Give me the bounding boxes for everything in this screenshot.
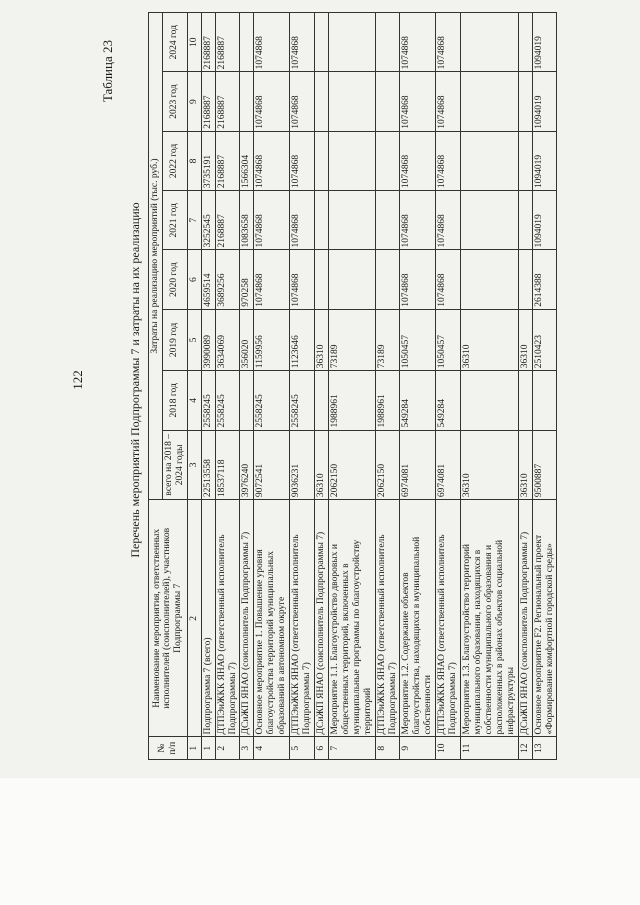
cost-cell: 2168887	[201, 13, 215, 72]
cost-cell: 1074868	[436, 250, 461, 309]
cost-cell: 1074868	[290, 191, 315, 250]
table-row	[461, 13, 519, 760]
cost-cell: 36310	[518, 430, 532, 500]
col-num-header: № п/п	[149, 737, 188, 760]
row-number: 7	[328, 737, 375, 760]
cost-cell	[461, 131, 519, 190]
year-header: 2021 год	[162, 191, 187, 250]
cost-cell	[518, 191, 532, 250]
cost-cell: 2062150	[328, 430, 375, 500]
header-row-1	[149, 13, 163, 760]
cost-cell: 36310	[314, 430, 328, 500]
cost-cell: 1074868	[400, 13, 436, 72]
cost-cell	[240, 371, 254, 430]
table-row	[201, 13, 215, 760]
table-row	[436, 13, 461, 760]
row-name: Основное мероприятие F2. Региональный проект «Формирование комфортной городской среды»	[532, 500, 557, 737]
cost-cell: 1094019	[532, 72, 557, 131]
row-number: 5	[290, 737, 315, 760]
year-header: 2024 год	[162, 13, 187, 72]
cost-cell	[375, 191, 400, 250]
cost-cell: 3252545	[201, 191, 215, 250]
cost-cell: 1074868	[254, 72, 290, 131]
cost-cell: 2558245	[215, 371, 240, 430]
cost-cell	[461, 72, 519, 131]
column-index: 2	[187, 500, 201, 737]
cost-cell: 1074868	[290, 72, 315, 131]
cost-cell: 1074868	[290, 131, 315, 190]
cost-cell	[375, 13, 400, 72]
row-number: 13	[532, 737, 557, 760]
cost-cell: 3735191	[201, 131, 215, 190]
row-number: 9	[400, 737, 436, 760]
cost-cell: 9036231	[290, 430, 315, 500]
cost-cell: 549284	[400, 371, 436, 430]
column-index: 10	[187, 13, 201, 72]
row-name: ДСиЖП ЯНАО (соисполнитель Подпрограммы 7)	[518, 500, 532, 737]
table-row	[532, 13, 557, 760]
table-title: Перечень мероприятий Подпрограммы 7 и затраты на их реализацию	[128, 202, 142, 558]
cost-cell: 2168887	[215, 13, 240, 72]
cost-cell: 1074868	[254, 13, 290, 72]
cost-cell: 2168887	[215, 72, 240, 131]
cost-cell: 36310	[461, 309, 519, 370]
cost-cell: 1074868	[436, 191, 461, 250]
cost-cell	[375, 250, 400, 309]
table-row	[314, 13, 328, 760]
index-row	[187, 13, 201, 760]
row-number: 4	[254, 737, 290, 760]
cost-cell: 1083658	[240, 191, 254, 250]
row-name: Мероприятие 1.2. Содержание объектов благоустройства, находящихся в муниципальной собственности	[400, 500, 436, 737]
cost-cell: 1074868	[400, 250, 436, 309]
cost-cell: 1074868	[436, 131, 461, 190]
cost-cell	[461, 250, 519, 309]
cost-cell	[461, 371, 519, 430]
column-index: 3	[187, 430, 201, 500]
cost-cell: 6974081	[436, 430, 461, 500]
row-name: ДСиЖП ЯНАО (соисполнитель Подпрограммы 7)	[314, 500, 328, 737]
column-index: 9	[187, 72, 201, 131]
cost-cell: 1050457	[400, 309, 436, 370]
cost-cell	[240, 72, 254, 131]
row-number: 2	[215, 737, 240, 760]
cost-cell: 356020	[240, 309, 254, 370]
cost-cell: 2558245	[201, 371, 215, 430]
cost-cell	[461, 13, 519, 72]
cost-cell	[518, 131, 532, 190]
cost-cell: 1074868	[436, 13, 461, 72]
column-index: 5	[187, 309, 201, 370]
cost-cell: 1159956	[254, 309, 290, 370]
cost-cell: 1988961	[375, 371, 400, 430]
cost-cell: 4659514	[201, 250, 215, 309]
cost-cell	[328, 72, 375, 131]
cost-cell: 3990089	[201, 309, 215, 370]
cost-cell	[240, 13, 254, 72]
cost-cell: 36310	[314, 309, 328, 370]
table-row	[328, 13, 375, 760]
row-number: 8	[375, 737, 400, 760]
column-index: 1	[187, 737, 201, 760]
cost-cell: 2510423	[532, 309, 557, 370]
column-index: 7	[187, 191, 201, 250]
costs-group-header: Затраты на реализацию мероприятий (тыс. руб.)	[149, 13, 163, 500]
cost-cell: 1566304	[240, 131, 254, 190]
column-index: 6	[187, 250, 201, 309]
cost-cell	[314, 72, 328, 131]
cost-cell	[375, 131, 400, 190]
table-row	[518, 13, 532, 760]
cost-cell	[314, 250, 328, 309]
cost-cell: 9500887	[532, 430, 557, 500]
cost-cell: 3634069	[215, 309, 240, 370]
cost-cell: 2614388	[532, 250, 557, 309]
cost-cell: 1988961	[328, 371, 375, 430]
table-row	[254, 13, 290, 760]
year-header: 2019 год	[162, 309, 187, 370]
year-header: 2020 год	[162, 250, 187, 309]
cost-cell: 1074868	[254, 131, 290, 190]
table-row	[215, 13, 240, 760]
year-header: 2022 год	[162, 131, 187, 190]
cost-cell: 1074868	[436, 72, 461, 131]
cost-cell: 1074868	[400, 191, 436, 250]
cost-cell	[314, 371, 328, 430]
row-name: Основное мероприятие 1. Повышение уровня благоустройства территорий муниципальных образований в автономном округе	[254, 500, 290, 737]
cost-cell	[461, 191, 519, 250]
row-number: 12	[518, 737, 532, 760]
column-index: 4	[187, 371, 201, 430]
column-index: 8	[187, 131, 201, 190]
cost-cell: 1074868	[400, 72, 436, 131]
cost-cell	[314, 13, 328, 72]
cost-cell: 2168887	[215, 191, 240, 250]
table-number: Таблица 23	[100, 40, 115, 103]
cost-cell	[518, 371, 532, 430]
cost-cell: 1050457	[436, 309, 461, 370]
cost-cell	[375, 72, 400, 131]
row-name: ДСиЖП ЯНАО (соисполнитель Подпрограммы 7)	[240, 500, 254, 737]
cost-cell	[328, 250, 375, 309]
cost-cell	[314, 131, 328, 190]
row-name: ДТПЭиЖКК ЯНАО (ответственный исполнитель Подпрограммы 7)	[290, 500, 315, 737]
cost-cell: 3689256	[215, 250, 240, 309]
cost-cell: 36310	[518, 309, 532, 370]
cost-cell: 1094019	[532, 191, 557, 250]
col-total-header: всего на 2018 – 2024 годы	[162, 430, 187, 500]
row-name: Мероприятие 1.1. Благоустройство дворовых и общественных территорий, включенных в муниципальные программы по благоустройству территорий	[328, 500, 375, 737]
table-row	[375, 13, 400, 760]
cost-cell: 970258	[240, 250, 254, 309]
cost-cell: 1074868	[290, 250, 315, 309]
table-body	[201, 13, 557, 760]
page-number: 122	[70, 370, 85, 390]
row-number: 6	[314, 737, 328, 760]
cost-cell: 73189	[375, 309, 400, 370]
row-name: ДТПЭиЖКК ЯНАО (ответственный исполнитель Подпрограммы 7)	[375, 500, 400, 737]
cost-cell: 1074868	[400, 131, 436, 190]
cost-cell: 6974081	[400, 430, 436, 500]
cost-cell: 1074868	[254, 191, 290, 250]
cost-cell: 3976240	[240, 430, 254, 500]
row-name: Подпрограмма 7 (всего)	[201, 500, 215, 737]
row-number: 11	[461, 737, 519, 760]
cost-cell: 2168887	[215, 131, 240, 190]
cost-cell: 9072541	[254, 430, 290, 500]
cost-cell	[314, 191, 328, 250]
cost-cell: 2558245	[254, 371, 290, 430]
row-number: 1	[201, 737, 215, 760]
cost-cell: 549284	[436, 371, 461, 430]
cost-cell: 1074868	[254, 250, 290, 309]
row-number: 10	[436, 737, 461, 760]
row-name: Мероприятие 1.3. Благоустройство территорий муниципального образования, находящихся в собственности муниципального образования и расположенных в районах объектов социальной инфраструктуры	[461, 500, 519, 737]
year-header: 2023 год	[162, 72, 187, 131]
cost-cell: 1123646	[290, 309, 315, 370]
cost-cell: 1074868	[290, 13, 315, 72]
row-number: 3	[240, 737, 254, 760]
page-margin	[0, 778, 640, 905]
cost-cell: 2062150	[375, 430, 400, 500]
cost-cell	[328, 131, 375, 190]
cost-cell	[328, 191, 375, 250]
cost-cell: 73189	[328, 309, 375, 370]
row-name: ДТПЭиЖКК ЯНАО (ответственный исполнитель Подпрограммы 7)	[215, 500, 240, 737]
cost-cell	[518, 72, 532, 131]
cost-cell: 2168887	[201, 72, 215, 131]
cost-cell	[328, 13, 375, 72]
row-name: ДТПЭиЖКК ЯНАО (ответственный исполнитель Подпрограммы 7)	[436, 500, 461, 737]
cost-cell: 1094019	[532, 13, 557, 72]
year-header: 2018 год	[162, 371, 187, 430]
table-row	[400, 13, 436, 760]
cost-cell	[518, 250, 532, 309]
col-name-header: Наименование мероприятия, ответственных исполнителей (соисполнителей), участников Подпрограммы 7	[149, 500, 188, 737]
cost-cell: 2558245	[290, 371, 315, 430]
table-row	[240, 13, 254, 760]
table-row	[290, 13, 315, 760]
cost-cell	[532, 371, 557, 430]
cost-cell: 22513558	[201, 430, 215, 500]
costs-table	[148, 12, 557, 760]
cost-cell: 1094019	[532, 131, 557, 190]
cost-cell: 36310	[461, 430, 519, 500]
cost-cell: 18537118	[215, 430, 240, 500]
cost-cell	[518, 13, 532, 72]
